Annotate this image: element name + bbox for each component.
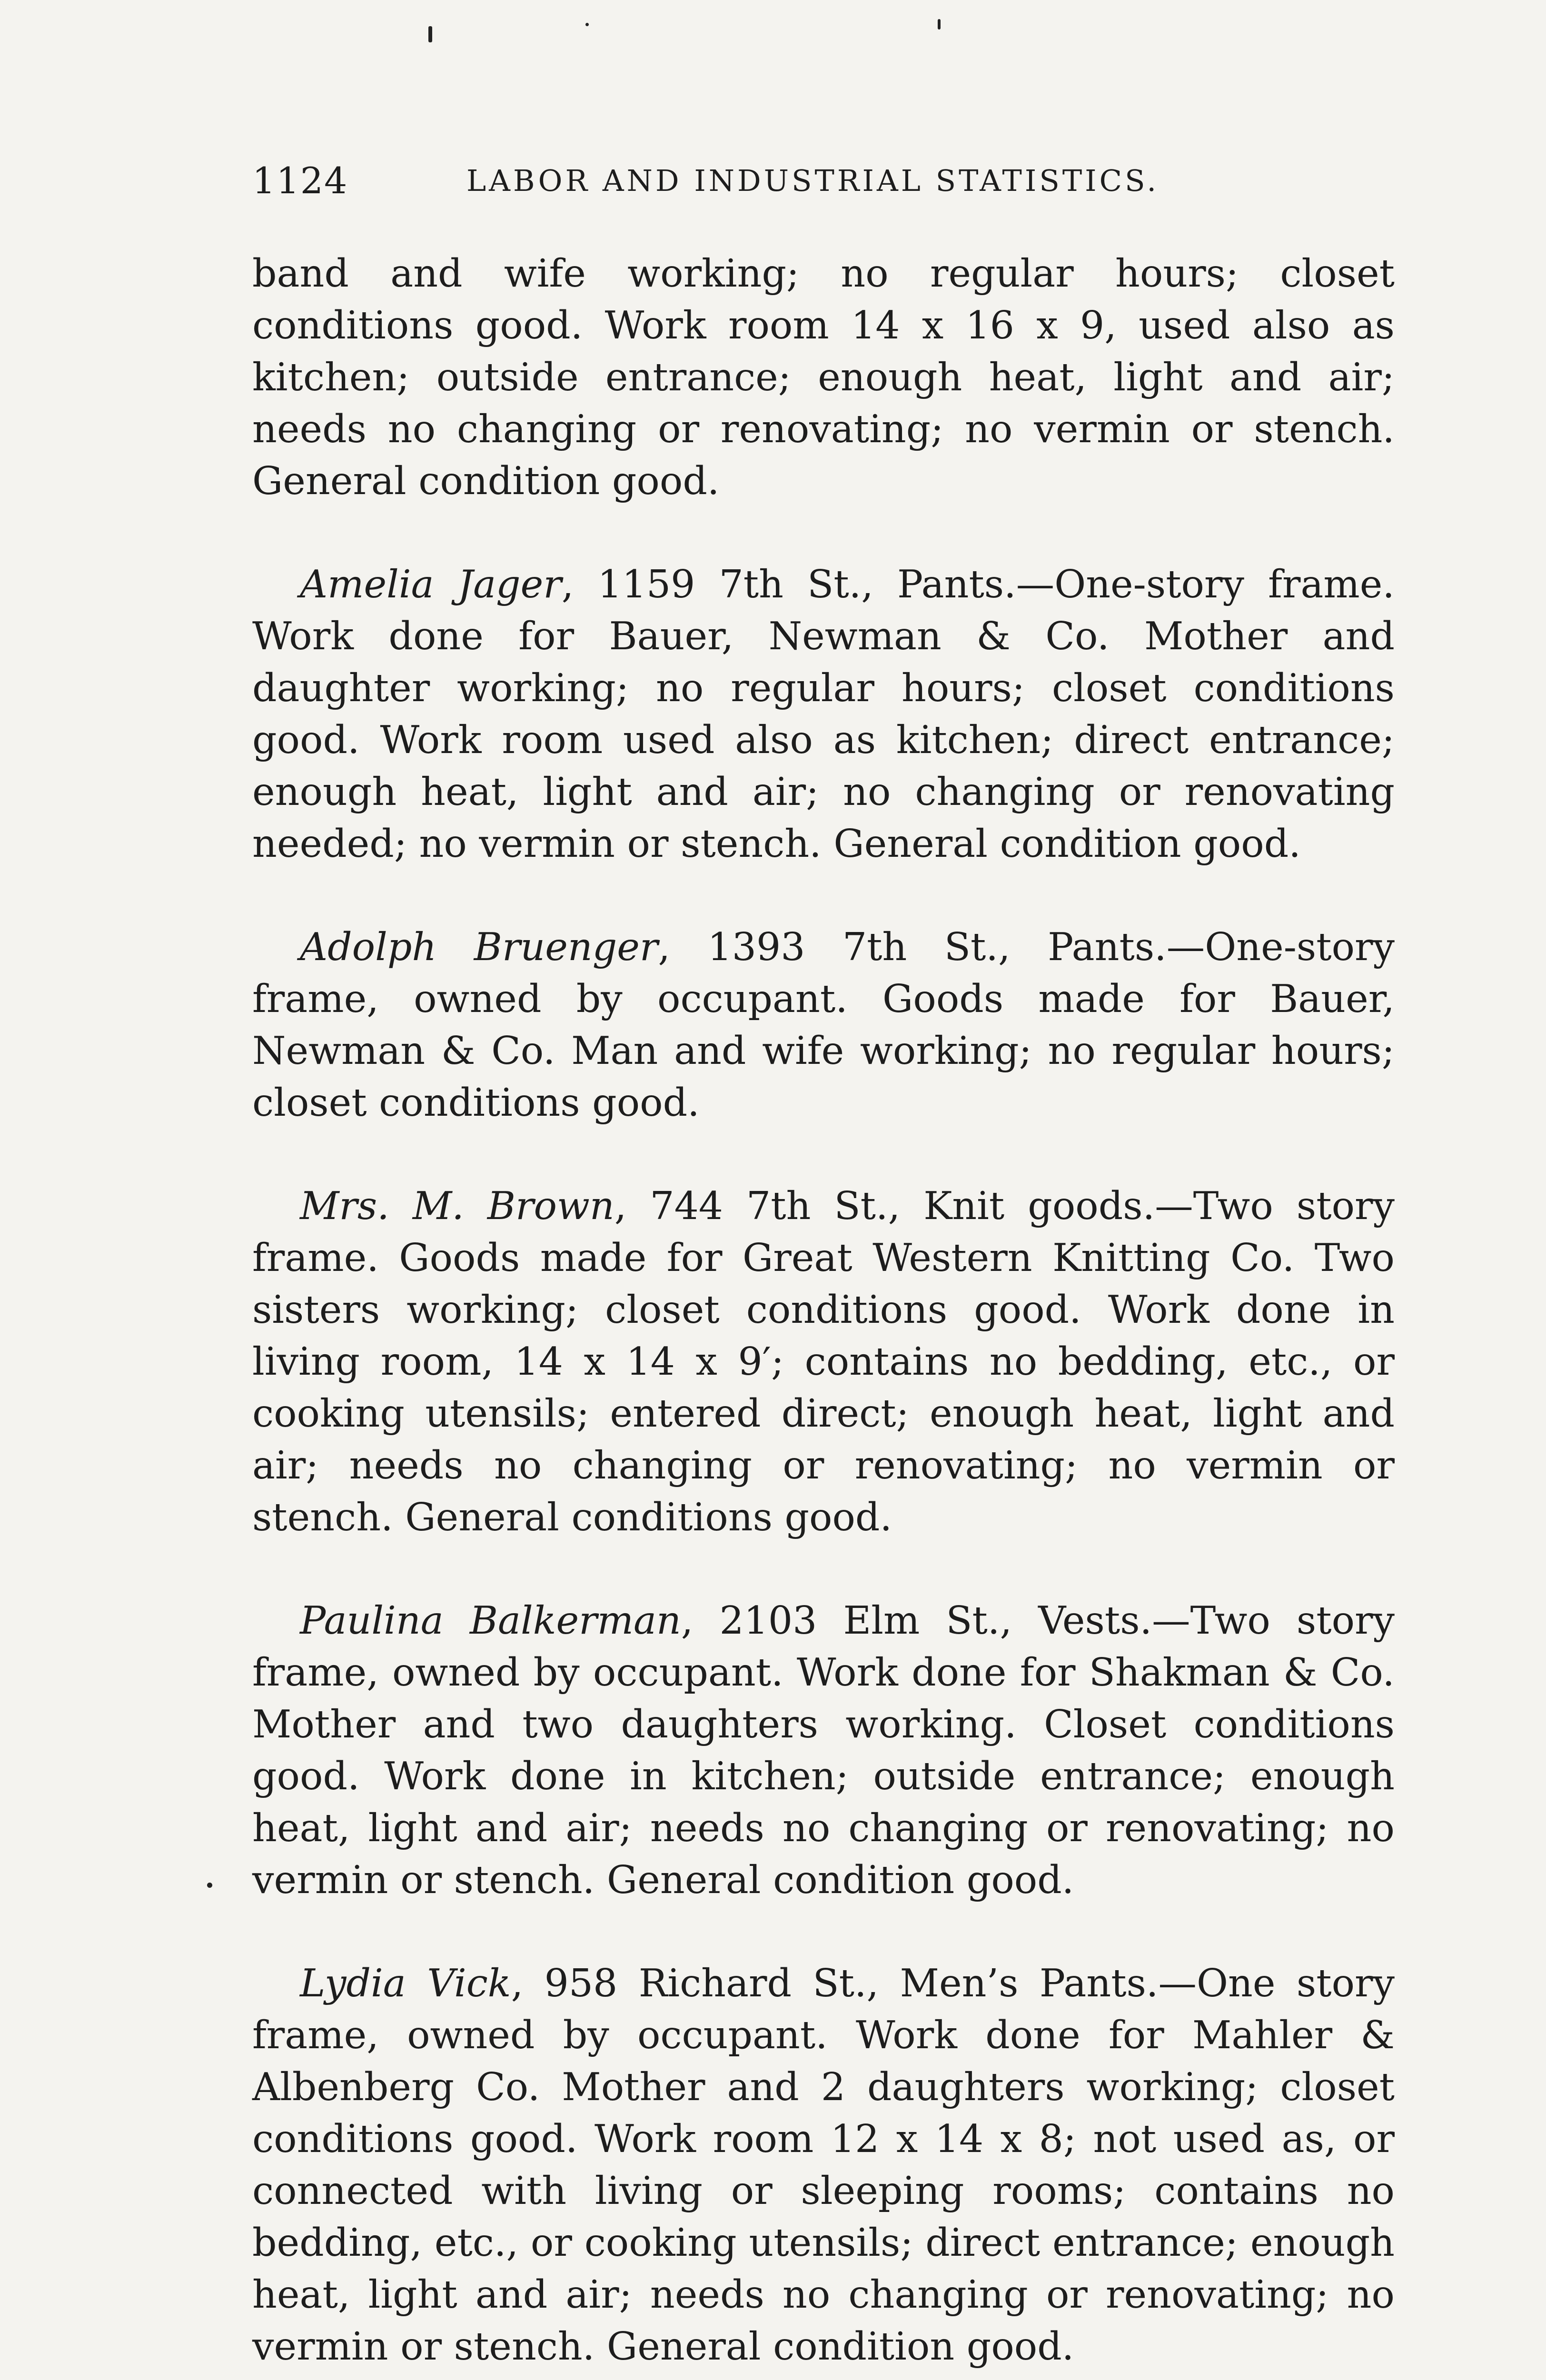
paragraph-text: , 958 Richard St., Men’s Pants.—One story frame, owned by occupant. Work done for Mahler & Albenberg Co. Mother and 2 daughters working; closet conditions good. Work room 12 x 14 x 8; not used as, or connected with living or sleeping rooms; contains no bedding, etc., or cooking utensils; direct entrance; enough heat, light and air; needs no changing or renovating; no vermin or stench. General condition good. <box>252 1961 1395 2369</box>
running-head: LABOR AND INDUSTRIAL STATISTICS. <box>466 163 1160 198</box>
body-text <box>252 248 1395 2372</box>
entry-paragraph <box>252 1180 1395 1543</box>
worker-name: Adolph Bruenger <box>300 924 658 969</box>
print-speck <box>585 23 589 26</box>
print-speck <box>428 26 432 42</box>
entry-paragraph <box>252 921 1395 1129</box>
paragraph-text: , 2103 Elm St., Vests.—Two story frame, owned by occupant. Work done for Shakman & Co. Mother and two daughters working. Closet conditions good. Work done in kitchen; outside entrance; enough heat, light and air; needs no changing or renovating; no vermin or stench. General condition good. <box>252 1598 1395 1902</box>
worker-name: Amelia Jager <box>300 562 562 606</box>
entry-paragraph <box>252 1957 1395 2372</box>
paragraph-text: , 1393 7th St., Pants.—One-story frame, owned by occupant. Goods made for Bauer, Newman & Co. Man and wife working; no regular hours; closet conditions good. <box>252 924 1395 1125</box>
print-speck <box>938 19 941 30</box>
worker-name: Paulina Balkerman <box>300 1598 681 1643</box>
entry-paragraph <box>252 1595 1395 1906</box>
paragraph-continued <box>252 248 1395 507</box>
page-header <box>252 159 1404 212</box>
paragraph-text: , 1159 7th St., Pants.—One-story frame. Work done for Bauer, Newman & Co. Mother and daughter working; no regular hours; closet conditions good. Work room used also as kitchen; direct entrance; enough heat, light and air; no changing or renovating needed; no vermin or stench. General condition good. <box>252 562 1395 866</box>
paragraph-text: band and wife working; no regular hours; closet conditions good. Work room 14 x 16 x 9, used also as kitchen; outside entrance; enough heat, light and air; needs no changing or renovating; no vermin or stench. General condition good. <box>252 251 1395 503</box>
page-number: 1124 <box>252 159 348 202</box>
entry-paragraph <box>252 558 1395 870</box>
worker-name: Mrs. M. Brown <box>300 1183 614 1228</box>
paragraph-text: , 744 7th St., Knit goods.—Two story frame. Goods made for Great Western Knitting Co. Two sisters working; closet conditions good. Work done in living room, 14 x 14 x 9′; contains no bedding, etc., or cooking utensils; entered direct; enough heat, light and air; needs no changing or renovating; no vermin or stench. General conditions good. <box>252 1183 1395 1539</box>
print-speck <box>207 1883 212 1888</box>
worker-name: Lydia Vick <box>300 1961 511 2005</box>
